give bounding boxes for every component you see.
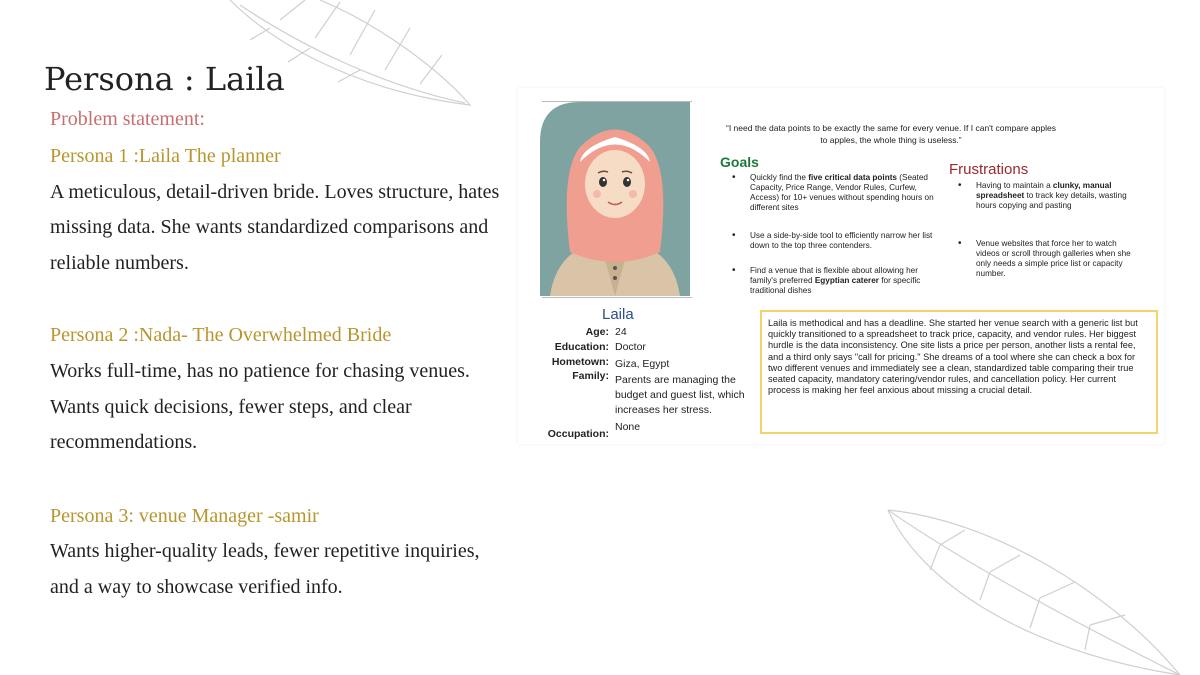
problem-statement-heading: Problem statement:: [50, 108, 205, 130]
persona-1-heading: Persona 1 :Laila The planner: [50, 145, 281, 167]
hometown-value: Giza, Egypt: [615, 358, 670, 370]
persona-2-line: Works full-time, has no patience for chasing venues.: [50, 360, 470, 382]
education-label: Education:: [554, 341, 609, 353]
persona-2-heading: Persona 2 :Nada- The Overwhelmed Bride: [50, 324, 392, 346]
persona-card: [518, 88, 1164, 444]
age-value: 24: [615, 326, 627, 338]
frustrations-heading: Frustrations: [949, 161, 1029, 178]
persona-bio: Laila is methodical and has a deadline. She started her venue search with a generic list but quickly transitioned to a spreadsheet to track price, capacity, and vendor rules. Her biggest hurdle is the data inconsistency. One site lists a price per person, another lists a rental fee, and a third only says "call for pricing." She dreams of a tool where she can check a box for two different venues and immediately see a clean, standardized table comparing their true seated capacity, mandatory catering/vendor rules, and cancellation policy. Her current process is making her feel anxious about missing a crucial detail.: [760, 310, 1158, 434]
family-value: budget and guest list, which: [615, 389, 745, 401]
persona-quote: “I need the data points to be exactly the same for every venue. If I can't compare apples to apples, the whole thing is useless.”: [726, 123, 1057, 145]
persona-1-line: reliable numbers.: [50, 252, 189, 274]
persona-1-line: missing data. She wants standardized comparisons and: [50, 216, 489, 238]
slide-title: Persona : Laila: [44, 60, 285, 98]
goal-item: • Use a side-by-side tool to efficiently narrow her list down to the top three contenders.: [732, 230, 933, 250]
persona-3-line: and a way to showcase verified info.: [50, 576, 343, 598]
persona-1-line: A meticulous, detail-driven bride. Loves structure, hates: [50, 181, 500, 203]
goals-list: [732, 173, 937, 303]
family-label: Family:: [572, 370, 609, 382]
frustration-item: • Venue websites that force her to watch videos or scroll through galleries when she only needs a simple price list or capacity number.: [958, 238, 1131, 278]
goal-item: • Quickly find the five critical data points (Seated Capacity, Price Range, Vendor Rules, Curfew, Access) for 10+ venues without spending hours on different sites: [732, 172, 934, 212]
education-value: Doctor: [615, 341, 646, 353]
avatar-bottom-divider: [542, 297, 692, 298]
persona-3-line: Wants higher-quality leads, fewer repetitive inquiries,: [50, 540, 480, 562]
frustration-item: • Having to maintain a clunky, manual spreadsheet to track key details, wasting hours copying and pasting: [958, 180, 1127, 210]
hometown-label: Hometown:: [551, 356, 609, 368]
leaf-decoration-bottom-icon: [880, 500, 1200, 675]
age-label: Age:: [585, 326, 609, 338]
persona-3-heading: Persona 3: venue Manager -samir: [50, 505, 319, 527]
family-value: increases her stress.: [615, 404, 712, 416]
occupation-label: Occupation:: [547, 428, 609, 440]
persona-name: Laila: [602, 306, 634, 323]
goal-item: • Find a venue that is flexible about allowing her family's preferred Egyptian caterer for specific traditional dishes: [732, 265, 921, 295]
family-value: Parents are managing the: [615, 374, 736, 386]
occupation-value: None: [615, 421, 641, 433]
persona-2-line: Wants quick decisions, fewer steps, and clear: [50, 396, 412, 418]
avatar: [540, 102, 690, 296]
frustrations-list: [958, 181, 1138, 291]
persona-2-line: recommendations.: [50, 431, 198, 453]
goals-heading: Goals: [720, 154, 759, 170]
button-dot-icon: [613, 266, 617, 270]
